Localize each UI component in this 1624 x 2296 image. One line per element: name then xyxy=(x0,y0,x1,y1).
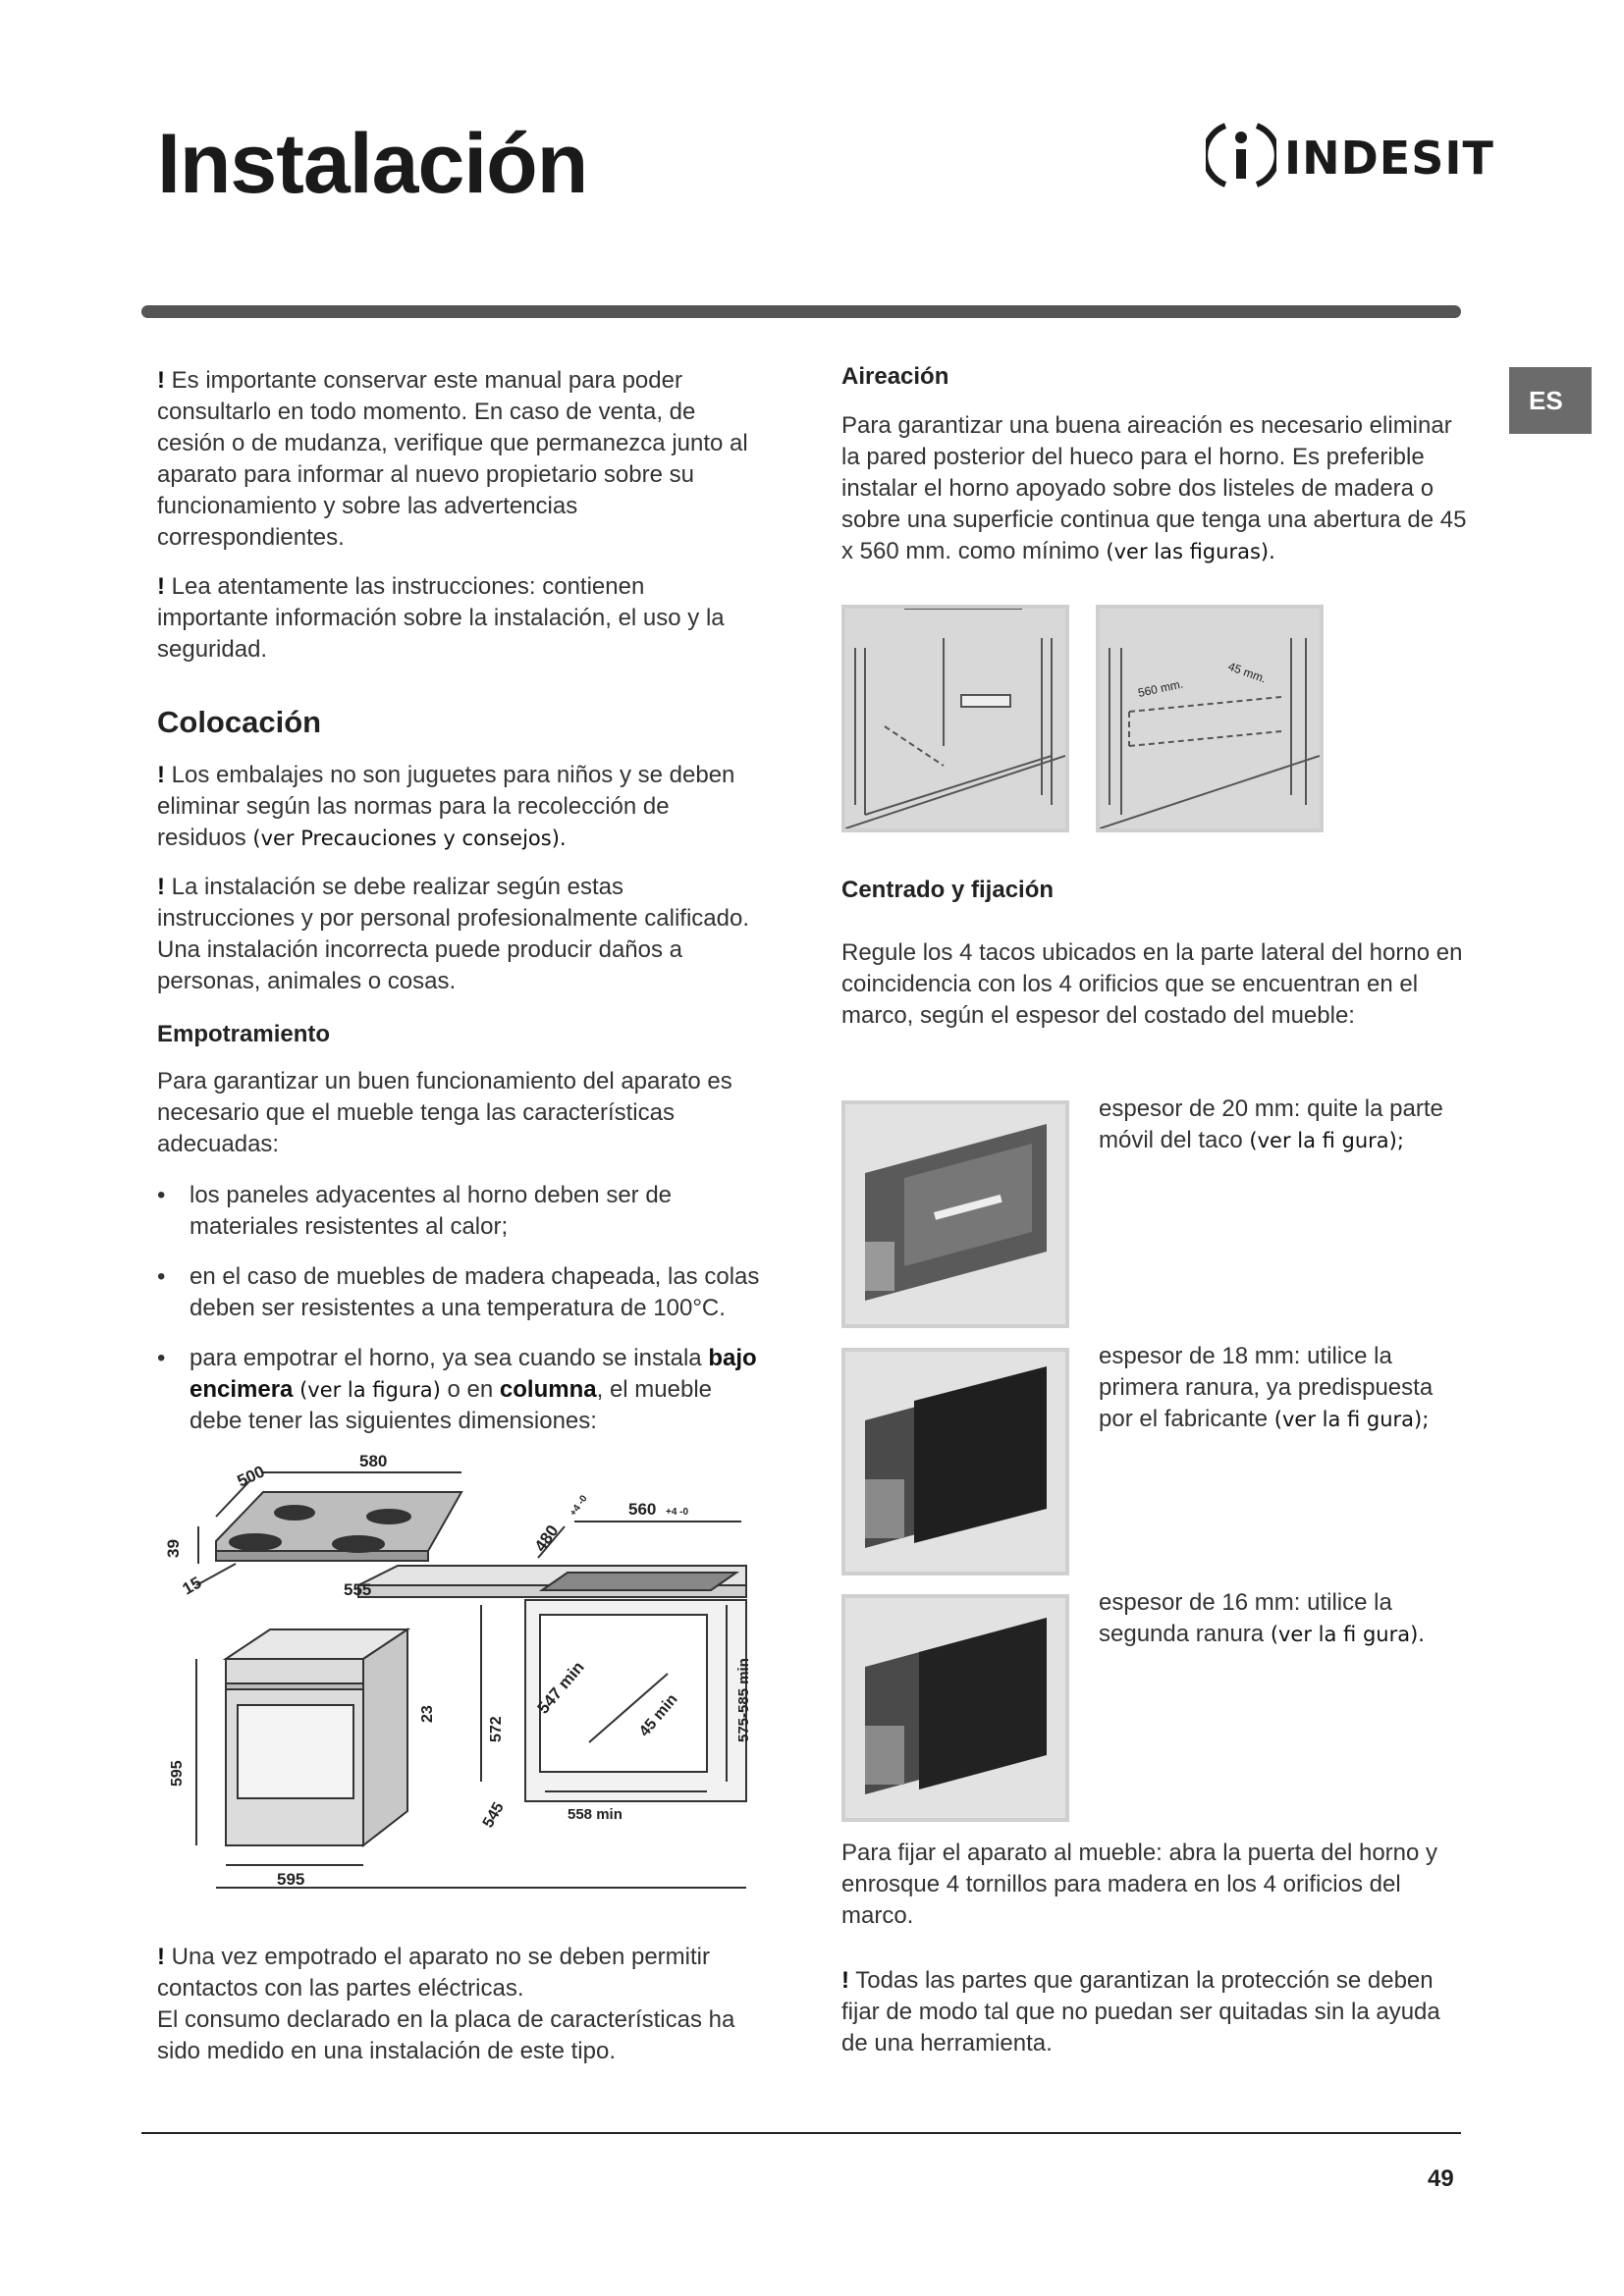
bracket-figure-18mm-drawing xyxy=(845,1352,1065,1572)
indesit-logo xyxy=(1206,118,1494,196)
tolerance-label: +4 -0 xyxy=(568,1493,590,1519)
colocacion-heading: Colocación xyxy=(157,705,322,739)
bracket-figure-20mm-drawing xyxy=(845,1104,1065,1324)
professional-install-text: La instalación se debe realizar según estas instrucciones y por personal profesionalmente calificado. Una instalación incorrecta puede producir daños a personas, animales o cosas. xyxy=(157,874,749,994)
requirements-list xyxy=(157,1180,761,1437)
electrical-contact-text: Una vez empotrado el aparato no se deben permitir contactos con las partes eléctricas. xyxy=(157,1944,710,2002)
bracket-figure-16mm-drawing xyxy=(845,1598,1065,1818)
dimension-label: 555 xyxy=(344,1580,372,1599)
list-item: • los paneles adyacentes al horno deben ser de materiales resistentes al calor; xyxy=(157,1180,761,1243)
bracket-instruction-text: espesor de 20 mm: quite la parte móvil del taco xyxy=(1099,1095,1443,1153)
header-divider xyxy=(141,305,1461,318)
professional-install-paragraph xyxy=(157,872,761,997)
left-column xyxy=(157,365,761,1456)
burner xyxy=(333,1536,384,1552)
figure-reference: (ver la figura) xyxy=(293,1378,441,1402)
ventilation-figure-1-drawing xyxy=(845,609,1065,828)
bracket-instruction xyxy=(1099,1587,1472,1650)
precautions-reference: (ver Precauciones y consejos). xyxy=(252,827,567,850)
dim-line xyxy=(196,1564,236,1585)
hob-edge xyxy=(216,1551,428,1561)
bracket-figure-16mm xyxy=(841,1594,1069,1822)
list-item-text: , el mueble debe tener las siguientes dimensiones: xyxy=(189,1376,713,1434)
bajo-encimera-label: bajo encimera xyxy=(189,1345,757,1403)
burner xyxy=(367,1510,410,1523)
aireacion-heading: Aireación xyxy=(841,363,949,390)
fixing-section xyxy=(841,1838,1470,2059)
centrado-heading: Centrado y fijación xyxy=(841,877,1055,903)
countertop-cutout xyxy=(542,1573,736,1590)
ventilation-figure-2 xyxy=(1096,605,1324,832)
warning-icon: ! xyxy=(157,573,165,600)
dimension-label: 558 min xyxy=(568,1806,623,1823)
oven-handle xyxy=(226,1683,363,1689)
protection-text: Todas las partes que garantizan la protección se deben fijar de modo tal que no puedan ser quitadas sin la ayuda de una herramienta. xyxy=(841,1967,1440,2056)
dimension-label: 39 xyxy=(164,1539,183,1558)
footer-divider xyxy=(141,2132,1461,2134)
page-title: Instalación xyxy=(157,117,588,211)
consumption-paragraph: El consumo declarado en la placa de características ha sido medido en una instalación de este tipo. xyxy=(157,2006,735,2064)
installation-dimensions-diagram xyxy=(157,1448,761,1909)
language-tab: ES xyxy=(1509,367,1592,434)
centering-paragraph: Regule los 4 tacos ubicados en la parte lateral del horno en coincidencia con los 4 orificios que se encuentran en el marco, según el espesor del costado del mueble: xyxy=(841,939,1463,1029)
warning-icon: ! xyxy=(157,874,165,900)
ventilation-figure-2-drawing xyxy=(1100,609,1320,828)
burner xyxy=(275,1506,314,1520)
figure-reference: (ver la fi gura); xyxy=(1249,1129,1404,1152)
bracket-instruction xyxy=(1099,1094,1472,1156)
dimension-label: 575-585 min xyxy=(735,1658,752,1742)
read-instructions-paragraph xyxy=(157,571,761,666)
ventilation-text: Para garantizar una buena aireación es necesario eliminar la pared posterior del hueco para el horno. Es preferible instalar el horno apoyado sobre dos listeles de madera o sobre una superficie continua que tenga una abertura de 45 x 560 mm. como mínimo xyxy=(841,412,1467,564)
list-item-text: o en xyxy=(440,1376,500,1403)
warning-icon: ! xyxy=(157,1944,165,1970)
columna-label: columna xyxy=(499,1376,597,1403)
warning-icon: ! xyxy=(157,367,165,394)
brand-name: INDESIT xyxy=(1284,132,1494,185)
dimension-label: 560 xyxy=(628,1500,657,1519)
dimension-label: 480 xyxy=(530,1522,563,1556)
page-number: 49 xyxy=(1428,2165,1454,2192)
ventilation-paragraph xyxy=(841,410,1470,567)
tolerance-label: +4 -0 xyxy=(666,1507,689,1518)
intro-paragraph xyxy=(157,365,761,554)
dimension-label: 595 xyxy=(277,1870,305,1889)
dimension-label: 595 xyxy=(169,1760,186,1787)
dimension-label: 572 xyxy=(488,1716,505,1742)
bracket-instruction xyxy=(1099,1341,1472,1435)
dimension-label: 547 min xyxy=(533,1657,588,1718)
intro-text: Es importante conservar este manual para poder consultarlo en todo momento. En caso de venta, de cesión o de mudanza, verifique que permanezca junto al aparato para informar al nuevo propietario sobre su funcionamiento y sobre las advertencias correspondientes. xyxy=(157,367,748,551)
list-item-text: para empotrar el horno, ya sea cuando se instala xyxy=(189,1345,709,1371)
warning-icon: ! xyxy=(841,1967,849,1994)
dimension-label: 45 min xyxy=(636,1690,681,1740)
bracket-text-16mm xyxy=(1099,1587,1472,1650)
warning-icon: ! xyxy=(157,762,165,788)
bracket-text-18mm xyxy=(1099,1341,1472,1435)
figure-label: 45 mm. xyxy=(1225,659,1269,686)
bracket-figure-20mm xyxy=(841,1100,1069,1328)
centering-section xyxy=(841,877,1470,1032)
dimension-label: 545 xyxy=(479,1799,508,1831)
figure-label: 560 mm. xyxy=(1136,676,1185,700)
bracket-figure-18mm xyxy=(841,1348,1069,1575)
bracket-text-20mm xyxy=(1099,1094,1472,1156)
fixing-paragraph: Para fijar el aparato al mueble: abra la puerta del horno y enrosque 4 tornillos para madera en los 4 orificios del marco. xyxy=(841,1840,1438,1929)
read-instructions-text: Lea atentamente las instrucciones: contienen importante información sobre la instalación, el uso y la seguridad. xyxy=(157,573,725,663)
oven-window xyxy=(238,1705,353,1798)
bracket-instruction-text: espesor de 18 mm: utilice la primera ranura, ya predispuesta por el fabricante xyxy=(1099,1343,1434,1432)
list-item xyxy=(157,1343,761,1437)
packaging-paragraph xyxy=(157,760,761,854)
electrical-contact-block xyxy=(157,1942,761,2067)
dimension-label: 500 xyxy=(234,1462,268,1491)
right-column xyxy=(841,363,1470,567)
figures-reference: (ver las figuras). xyxy=(1106,540,1275,563)
dimension-label: 580 xyxy=(359,1452,388,1470)
packaging-text: Los embalajes no son juguetes para niños y se deben eliminar según las normas para la recolección de residuos xyxy=(157,762,735,851)
ventilation-figure-1 xyxy=(841,605,1069,832)
electrical-contact-paragraph xyxy=(157,1942,761,2004)
empotramiento-heading: Empotramiento xyxy=(157,1021,331,1047)
bracket-instruction-text: espesor de 16 mm: utilice la segunda ranura xyxy=(1099,1589,1392,1647)
dimension-label: 23 xyxy=(419,1705,436,1723)
dimension-label: 15 xyxy=(179,1573,205,1599)
figure-reference: (ver la fi gura). xyxy=(1270,1623,1425,1646)
furniture-requirements-paragraph: Para garantizar un buen funcionamiento del aparato es necesario que el mueble tenga las características adecuadas: xyxy=(157,1068,732,1157)
burner xyxy=(230,1534,281,1550)
protection-paragraph xyxy=(841,1965,1470,2059)
oven-side xyxy=(363,1629,407,1845)
figure-reference: (ver la fi gura); xyxy=(1273,1408,1430,1431)
indesit-logo-icon xyxy=(1206,118,1276,192)
list-item: • en el caso de muebles de madera chapeada, las colas deben ser resistentes a una temperatura de 100°C. xyxy=(157,1261,761,1324)
